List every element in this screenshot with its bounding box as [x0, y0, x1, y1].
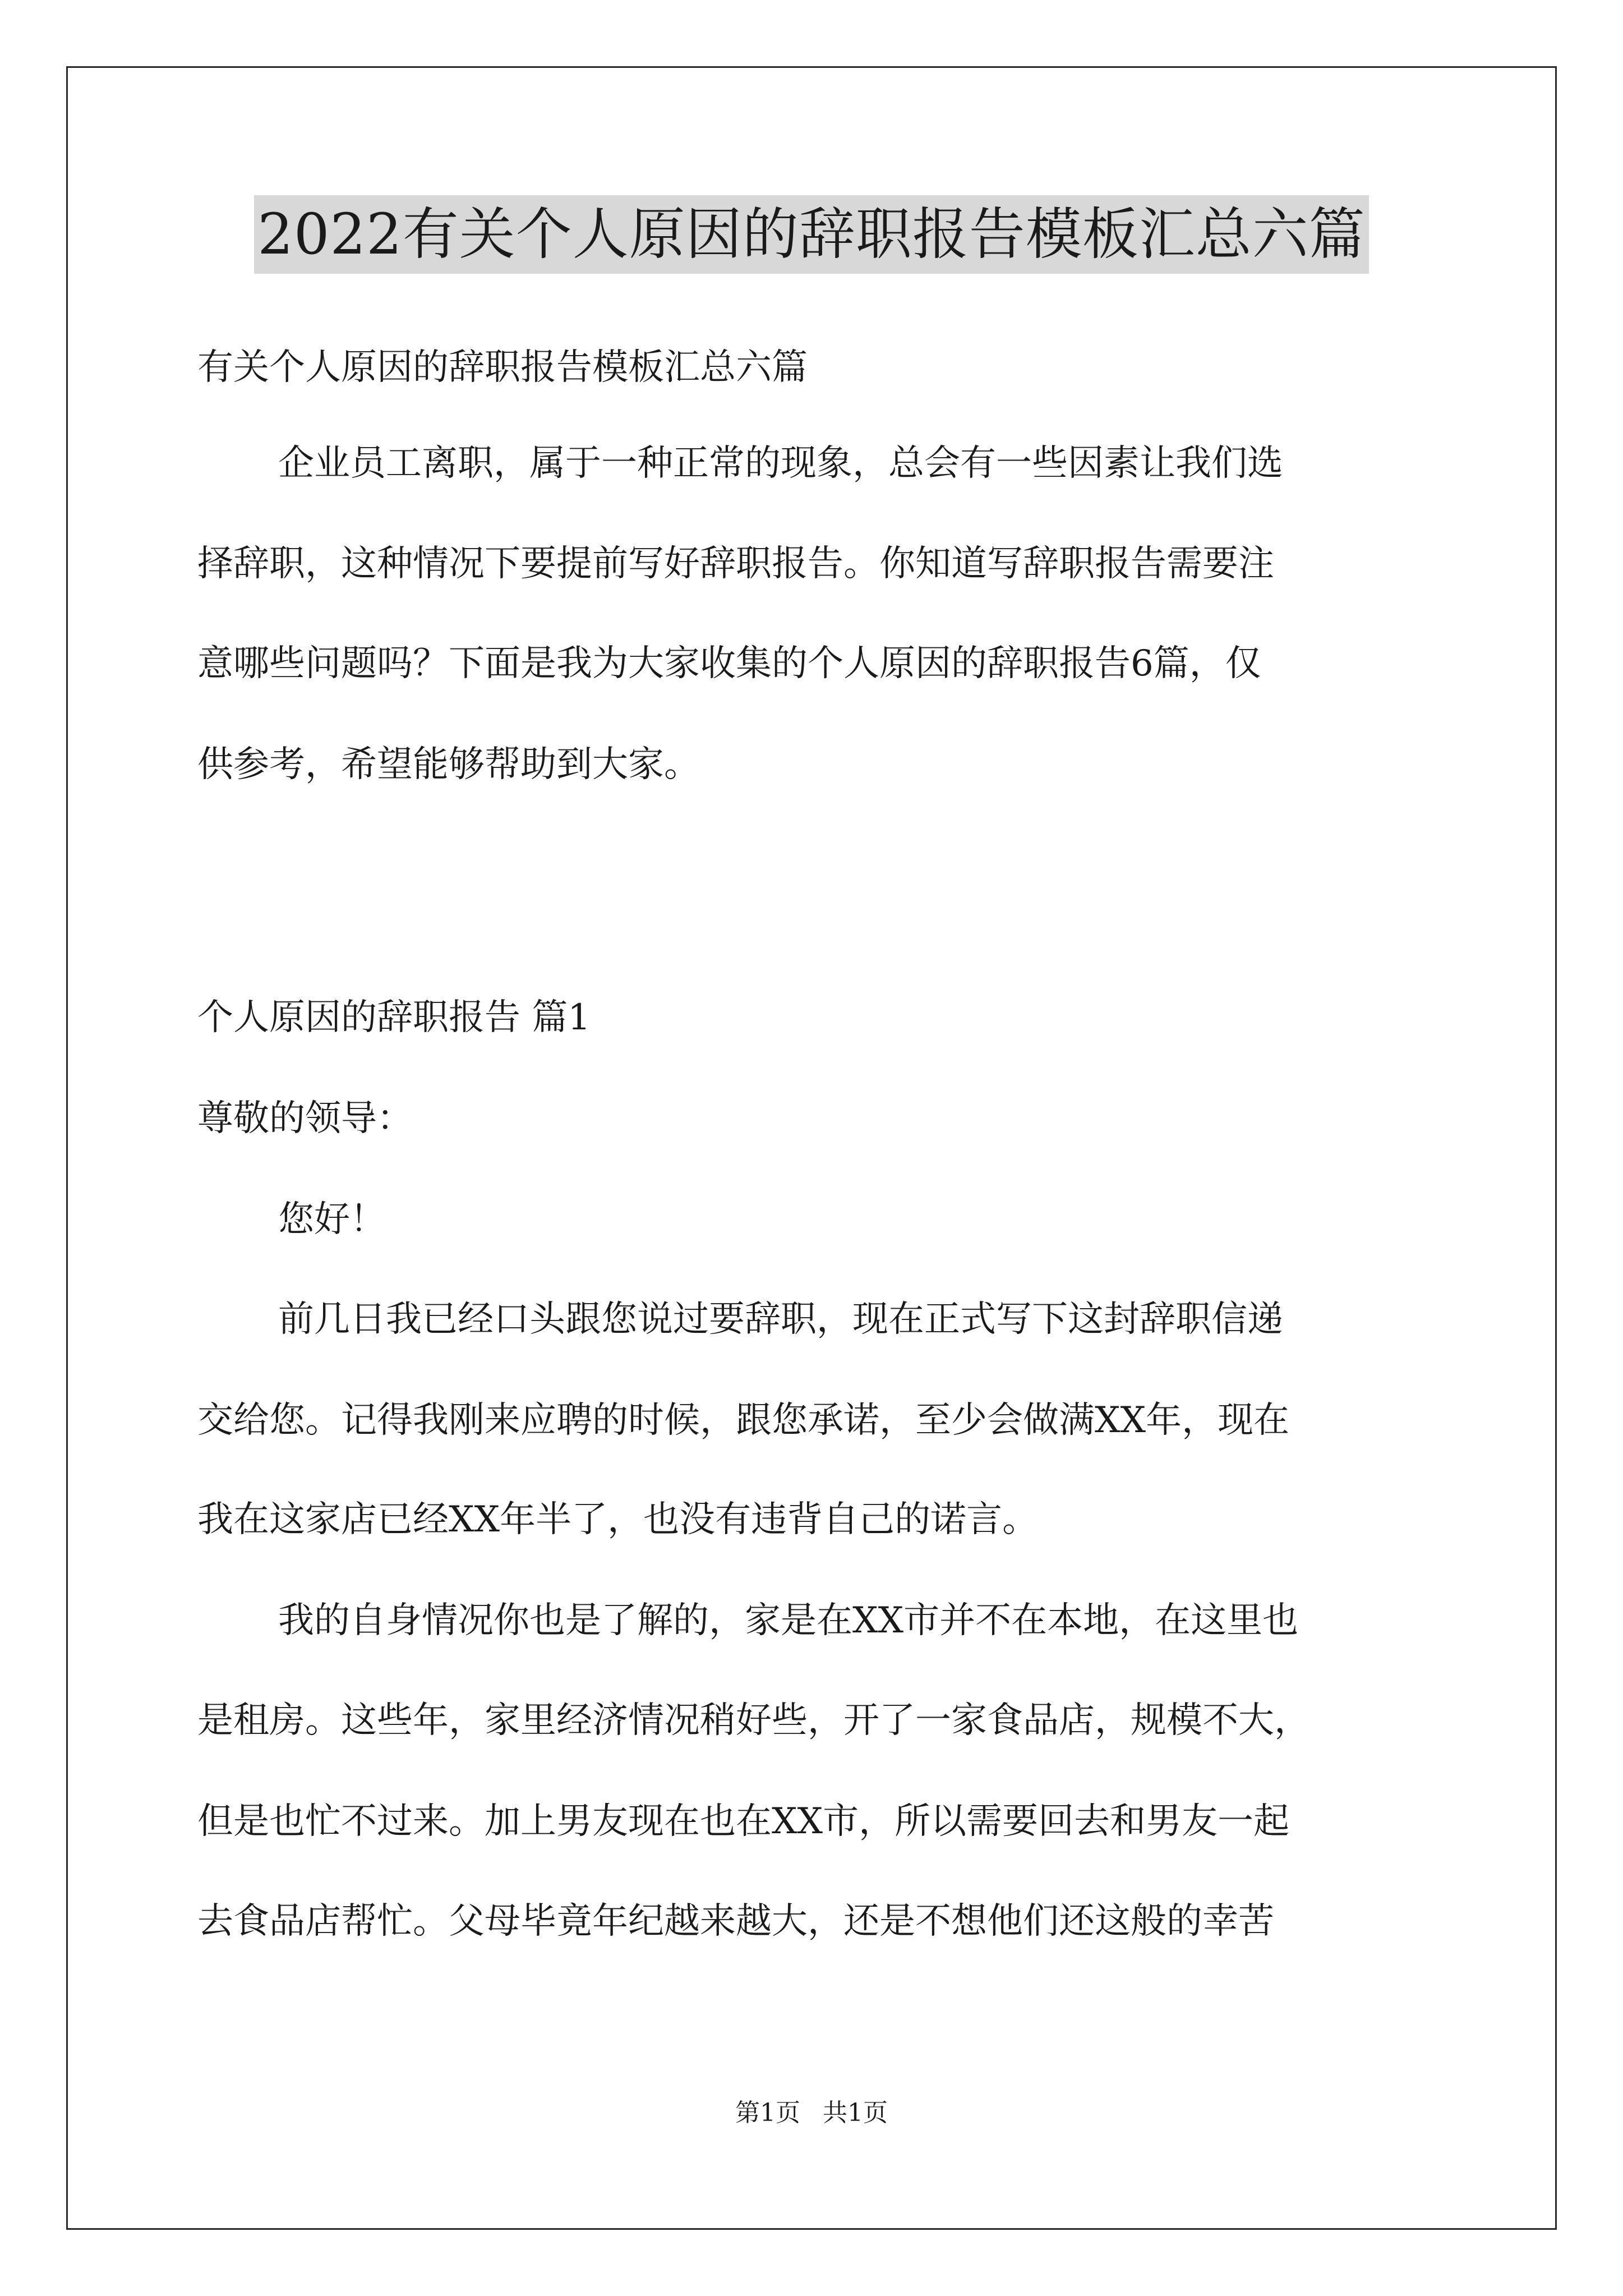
title-container — [0, 195, 1623, 274]
paragraph-line: 去食品店帮忙。父母毕竟年纪越来越大，还是不想他们还这般的幸苦 — [197, 1901, 1274, 1942]
section-heading: 个人原因的辞职报告 篇1 — [197, 997, 591, 1038]
paragraph-line: 我的自身情况你也是了解的，家是在XX市并不在本地，在这里也 — [278, 1600, 1299, 1641]
intro-line: 供参考，希望能够帮助到大家。 — [197, 744, 700, 785]
document-title: 2022有关个人原因的辞职报告模板汇总六篇 — [254, 195, 1369, 274]
page-footer — [0, 2096, 1623, 2130]
intro-line: 择辞职，这种情况下要提前写好辞职报告。你知道写辞职报告需要注 — [197, 543, 1274, 585]
salutation: 尊敬的领导： — [197, 1098, 413, 1139]
paragraph-line: 我在这家店已经XX年半了，也没有违背自己的诺言。 — [197, 1499, 1039, 1540]
subtitle: 有关个人原因的辞职报告模板汇总六篇 — [197, 347, 808, 388]
paragraph-line: 前几日我已经口头跟您说过要辞职，现在正式写下这封辞职信递 — [278, 1299, 1283, 1340]
greeting: 您好！ — [278, 1199, 386, 1240]
paragraph-line: 是租房。这些年，家里经济情况稍好些，开了一家食品店，规模不大， — [197, 1700, 1310, 1741]
page-total: 共1页 — [823, 2099, 888, 2127]
page-number: 第1页 — [735, 2099, 800, 2127]
paragraph-line: 但是也忙不过来。加上男友现在也在XX市，所以需要回去和男友一起 — [197, 1801, 1290, 1842]
intro-line: 企业员工离职，属于一种正常的现象，总会有一些因素让我们选 — [278, 443, 1283, 484]
paragraph-line: 交给您。记得我刚来应聘的时候，跟您承诺，至少会做满XX年，现在 — [197, 1400, 1290, 1441]
intro-line: 意哪些问题吗？下面是我为大家收集的个人原因的辞职报告6篇，仅 — [197, 643, 1261, 684]
